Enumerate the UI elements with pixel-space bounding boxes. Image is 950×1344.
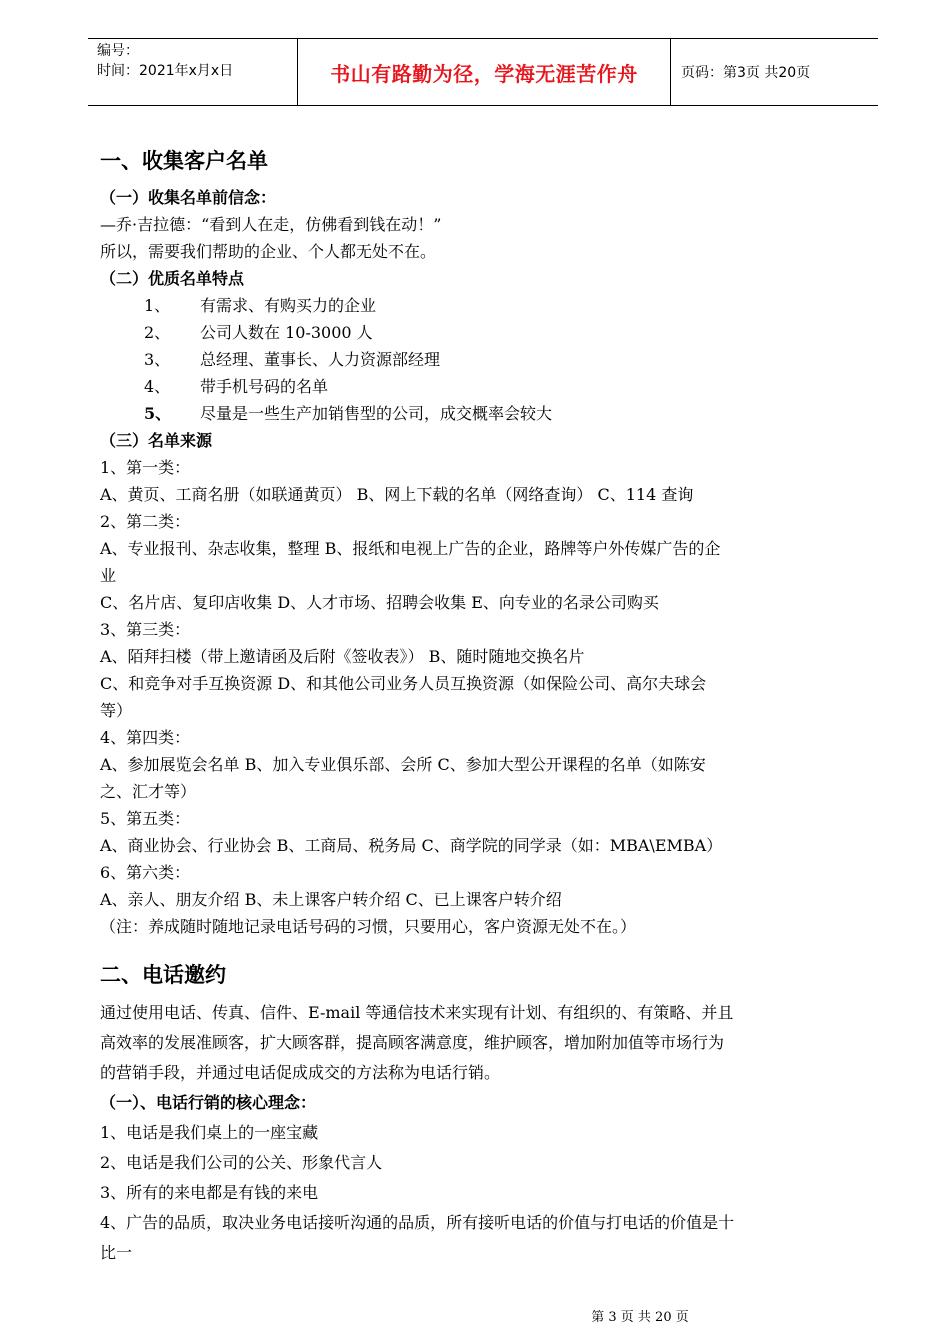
list-item [100, 373, 870, 400]
subsection-title: （三）名单来源 [100, 431, 213, 450]
paragraph-line: 3、所有的来电都是有钱的来电 [100, 1183, 319, 1202]
paragraph-line: 2、第二类： [100, 512, 191, 531]
paragraph-line: A、专业报刊、杂志收集，整理 B、报纸和电视上广告的企业，路牌等户外传媒广告的企 [100, 539, 721, 558]
section-title: 二、电话邀约 [100, 963, 226, 987]
paragraph-line: （注：养成随时随地记录电话号码的习惯，只要用心，客户资源无处不在。） [100, 917, 637, 936]
paragraph-line: 业 [100, 566, 117, 585]
page-header [88, 38, 878, 106]
list-item-number: 1、 [144, 296, 171, 315]
list-item [100, 292, 870, 319]
paragraph-line: 高效率的发展准顾客，扩大顾客群，提高顾客满意度，维护顾客，增加附加值等市场行为 [100, 1033, 725, 1052]
list-item-number: 2、 [144, 323, 171, 342]
header-time-label: 时间：2021年x月x日 [97, 63, 234, 79]
paragraph-line: 1、第一类： [100, 458, 191, 477]
page-footer: 第 3 页 共 20 页 [591, 1310, 689, 1325]
paragraph-line: 5、第五类： [100, 809, 191, 828]
section-spacer [100, 940, 870, 954]
list-item-text: 总经理、董事长、人力资源部经理 [200, 350, 441, 369]
paragraph-line: A、亲人、朋友介绍 B、未上课客户转介绍 C、已上课客户转介绍 [100, 890, 562, 909]
paragraph-line: 3、第三类： [100, 620, 191, 639]
paragraph-line: C、名片店、复印店收集 D、人才市场、招聘会收集 E、向专业的名录公司购买 [100, 593, 659, 612]
list-item-number: 5、 [144, 404, 172, 423]
list-item [100, 400, 870, 427]
paragraph-line: 4、广告的品质，取决业务电话接听沟通的品质，所有接听电话的价值与打电话的价值是十 [100, 1213, 735, 1232]
paragraph-line: —乔·吉拉德：“看到人在走，仿佛看到钱在动！” [100, 215, 442, 234]
paragraph-line: 通过使用电话、传真、信件、E-mail 等通信技术来实现有计划、有组织的、有策略、并且 [100, 1003, 734, 1022]
paragraph-line: 4、第四类： [100, 728, 191, 747]
list-item-text: 有需求、有购买力的企业 [200, 296, 377, 315]
paragraph-line: 等） [100, 701, 133, 720]
paragraph-line: 所以，需要我们帮助的企业、个人都无处不在。 [100, 242, 437, 261]
subsection-title: （二）优质名单特点 [100, 269, 245, 288]
list-item-number: 4、 [144, 377, 171, 396]
paragraph-line: A、参加展览会名单 B、加入专业俱乐部、会所 C、参加大型公开课程的名单（如陈安 [100, 755, 706, 774]
paragraph-line: 6、第六类： [100, 863, 191, 882]
header-meta [88, 39, 297, 105]
list-item [100, 346, 870, 373]
subsection-title: （一）收集名单前信念： [100, 188, 277, 207]
header-page-label: 页码：第3页 共20页 [681, 65, 811, 81]
list-item-text: 带手机号码的名单 [200, 377, 329, 396]
paragraph-line: A、陌拜扫楼（带上邀请函及后附《签收表》） B、随时随地交换名片 [100, 647, 585, 666]
paragraph-line: 2、电话是我们公司的公关、形象代言人 [100, 1153, 383, 1172]
paragraph-line: 比一 [100, 1243, 133, 1262]
paragraph-line: A、黄页、工商名册（如联通黄页） B、网上下载的名单（网络查询） C、114 查询 [100, 485, 694, 504]
list-item-number: 3、 [144, 350, 171, 369]
paragraph-line: 1、电话是我们桌上的一座宝藏 [100, 1123, 319, 1142]
paragraph-line: 的营销手段，并通过电话促成成交的方法称为电话行销。 [100, 1063, 501, 1082]
header-number-label: 编号： [97, 43, 139, 59]
paragraph-line: A、商业协会、行业协会 B、工商局、税务局 C、商学院的同学录（如：MBA\EMBA） [100, 836, 723, 855]
list-item [100, 319, 870, 346]
list-item-text: 公司人数在 10-3000 人 [200, 323, 373, 342]
section-title: 一、收集客户名单 [100, 149, 268, 173]
document-body [100, 140, 870, 1268]
header-motto: 书山有路勤为径，学海无涯苦作舟 [297, 39, 671, 105]
subsection-title: （一）、电话行销的核心理念： [100, 1093, 317, 1112]
paragraph-line: 之、汇才等） [100, 782, 197, 801]
list-item-text: 尽量是一些生产加销售型的公司，成交概率会较大 [200, 404, 553, 423]
paragraph-line: C、和竞争对手互换资源 D、和其他公司业务人员互换资源（如保险公司、高尔夫球会 [100, 674, 707, 693]
